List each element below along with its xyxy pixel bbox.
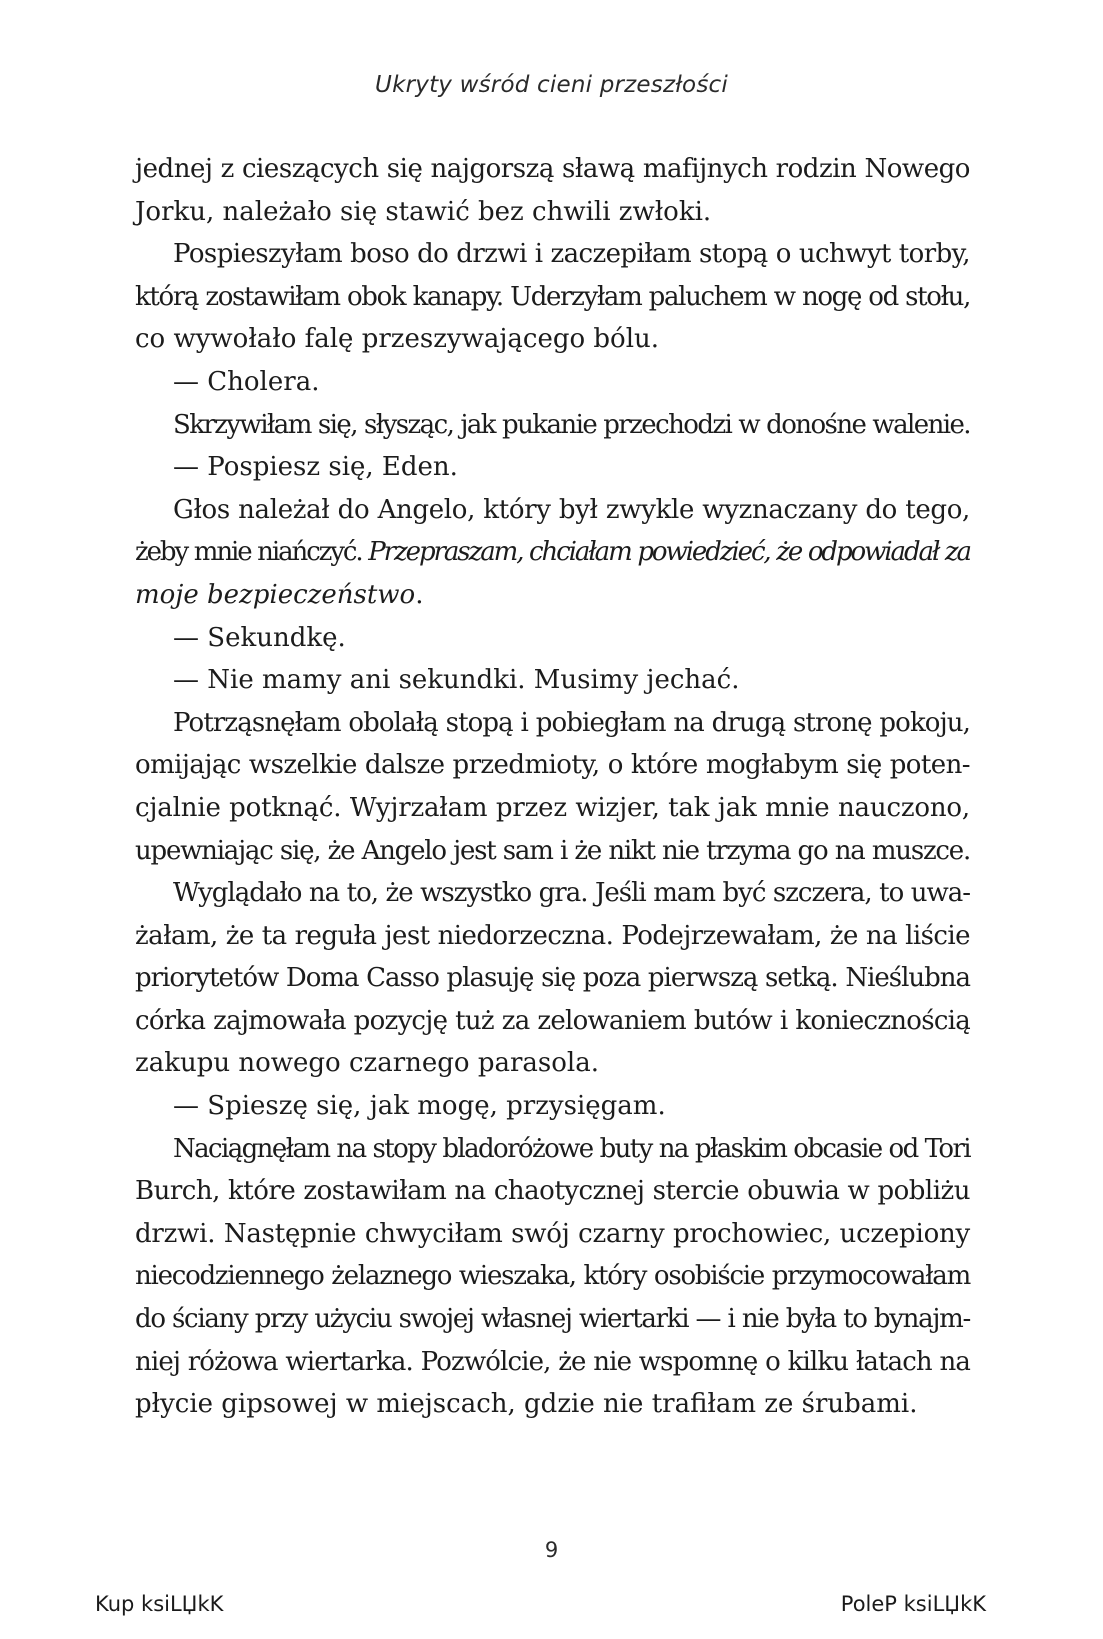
text-line: Skrzywiłam się, słysząc, jak pukanie przechodzi w donośne walenie. xyxy=(173,409,970,440)
text-line: — Pospiesz się, Eden. xyxy=(173,452,458,483)
text-line: Pospieszyłam boso do drzwi i zaczepiłam stopą o uchwyt torby, xyxy=(173,239,970,270)
text-line: niecodziennego żelaznego wieszaka, który osobiście przymocowałam xyxy=(135,1261,970,1292)
text-line: — Sekundkę. xyxy=(173,622,346,653)
text-line: żeby mnie niańczyć. Przepraszam, chciałam powiedzieć, że odpowiadał za xyxy=(135,537,970,568)
text-line: — Nie mamy ani sekundki. Musimy jechać. xyxy=(173,665,740,696)
text-line: Głos należał do Angelo, który był zwykle wyznaczany do tego, xyxy=(173,494,970,525)
text-line: — Spieszę się, jak mogę, przysięgam. xyxy=(173,1091,666,1122)
text-line: Wyglądało na to, że wszystko gra. Jeśli mam być szczera, to uwa- xyxy=(173,878,970,909)
text-line: zakupu nowego czarnego parasola. xyxy=(135,1048,599,1079)
footer-link-buy-book[interactable]: Kup ksiLЏkK xyxy=(95,1592,224,1616)
text-line: drzwi. Następnie chwyciłam swój czarny prochowiec, uczepiony xyxy=(135,1218,970,1249)
text-line: priorytetów Doma Casso plasuję się poza pierwszą setką. Nieślubna xyxy=(135,963,970,994)
text-line: cjalnie potknąć. Wyjrzałam przez wizjer, tak jak mnie nauczono, xyxy=(135,792,970,823)
page-number: 9 xyxy=(544,1538,559,1562)
text-line: upewniając się, że Angelo jest sam i że nikt nie trzyma go na muszce. xyxy=(135,835,970,866)
text-line: Burch, które zostawiłam na chaotycznej stercie obuwia w pobliżu xyxy=(135,1176,970,1207)
text-line: Naciągnęłam na stopy bladoróżowe buty na płaskim obcasie od Tori xyxy=(173,1133,970,1164)
italic-text: moje bezpieczeństwo xyxy=(135,579,416,610)
text-line: omijając wszelkie dalsze przedmioty, o które mogłabym się poten- xyxy=(135,750,970,781)
italic-text: Przepraszam, chciałam powiedzieć, że odpowiadał za xyxy=(368,537,970,568)
running-head: Ukryty wśród cieni przeszłości xyxy=(375,72,728,98)
text-line: Potrząsnęłam obolałą stopą i pobiegłam na drugą stronę pokoju, xyxy=(173,707,970,738)
text-line: żałam, że ta reguła jest niedorzeczna. Podejrzewałam, że na liście xyxy=(135,920,970,951)
text-line: co wywołało falę przeszywającego bólu. xyxy=(135,324,660,355)
text-line: jednej z cieszących się najgorszą sławą mafijnych rodzin Nowego xyxy=(135,154,970,184)
text-line: niej różowa wiertarka. Pozwólcie, że nie wspomnę o kilku łatach na xyxy=(135,1346,970,1377)
text-line: córka zajmowała pozycję tuż za zelowaniem butów i koniecznością xyxy=(135,1005,970,1036)
text-line: płycie gipsowej w miejscach, gdzie nie trafiłam ze śrubami. xyxy=(135,1389,918,1420)
text-line: moje bezpieczeństwo. xyxy=(135,579,424,610)
text-line: do ściany przy użyciu swojej własnej wiertarki — i nie była to bynajm- xyxy=(135,1304,970,1335)
footer-link-recommend-book[interactable]: PoleP ksiLЏkK xyxy=(840,1592,986,1616)
text-line: Jorku, należało się stawić bez chwili zwłoki. xyxy=(135,196,712,227)
text-line: którą zostawiłam obok kanapy. Uderzyłam paluchem w nogę od stołu, xyxy=(135,281,970,312)
body-text xyxy=(135,148,970,1426)
text-line: — Cholera. xyxy=(173,366,320,397)
